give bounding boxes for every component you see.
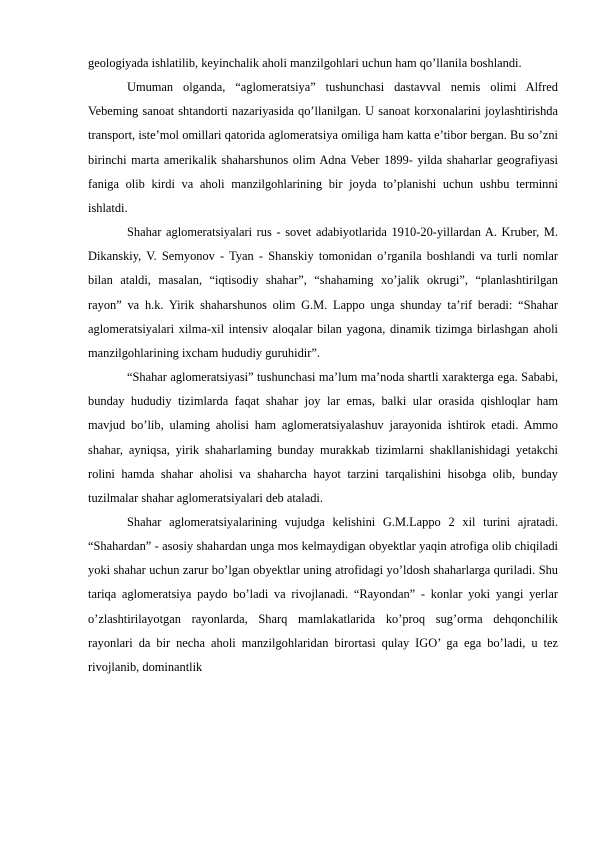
paragraph-continuation: geologiyada ishlatilib, keyinchalik aholi manzilgohlari uchun ham qo’llanila boshlandi. [88,56,522,70]
document-page [88,51,558,679]
paragraph-conditional-concept: “Shahar aglomeratsiyasi” tushunchasi ma’lum ma’noda shartli xarakterga ega. Sababi, bunday hududiy tizimlarda faqat shahar joy lar emas, balki ular orasida qishloqlar ham mavjud bo’lib, ulaming aholisi ham aglomeratsiyalashuv jarayonida ishtirok etadi. Ammo shahar, ayniqsa, yirik shaharlaming bunday murakkab tizimlarni shakllanishidagi yetakchi rolini hamda shahar aholisi va shaharcha hayot tarzini tarqalishini hisobga olib, bunday tuzilmalar shahar aglomeratsiyalari deb ataladi. [88,370,558,505]
paragraph-aglomeratsiya-origin: Umuman olganda, “aglomeratsiya” tushunchasi dastavval nemis olimi Alfred Vebeming sanoat shtandorti nazariyasida qo’llanilgan. U sanoat korxonalarini joylashtirishda transport, iste’mol omillari qatorida aglomeratsiya omiliga ham katta e’tibor bergan. Bu so’zni birinchi marta amerikalik shaharshunos olim Adna Veber 1899- yilda shaharlar geografiyasi faniga olib kirdi va aholi manzilgohlarining bir joyda to’planishi uchun ushbu terminni ishlatdi. [88,80,558,215]
paragraph-russian-soviet-literature: Shahar aglomeratsiyalari rus - sovet adabiyotlarida 1910-20-yillardan A. Kruber, M. Dikanskiy, V. Semyonov - Tyan - Shanskiy tomonidan o’rganila boshlandi va turli nomlar bilan ataldi, masalan, “iqtisodiy shahar”, “shahaming xo’jalik okrugi”, “planlashtirilgan rayon” va h.k. Yirik shaharshunos olim G.M. Lappo unga shunday ta’rif beradi: “Shahar aglomeratsiyalari xilma-xil intensiv aloqalar bilan yagona, dinamik tizimga birlashgan aholi manzilgohlarining ixcham hududiy guruhidir”. [88,225,558,360]
paragraph-lappo-types: Shahar aglomeratsiyalarining vujudga kelishini G.M.Lappo 2 xil turini ajratadi. “Shahardan” - asosiy shahardan unga mos kelmaydigan obyektlar yaqin atrofiga olib chiqiladi yoki shahar uchun zarur bo’lgan obyektlar uning atrofidagi yo’ldosh shaharlarga quriladi. Shu tariqa aglomeratsiya paydo bo’ladi va rivojlanadi. “Rayondan” - konlar yoki yangi yerlar o’zlashtirilayotgan rayonlarda, Sharq mamlakatlarida ko’proq sug’orma dehqonchilik rayonlari da bir necha aholi manzilgohlaridan birortasi qulay IGO’ ga ega bo’ladi, u tez rivojlanib, dominantlik [88,514,558,674]
